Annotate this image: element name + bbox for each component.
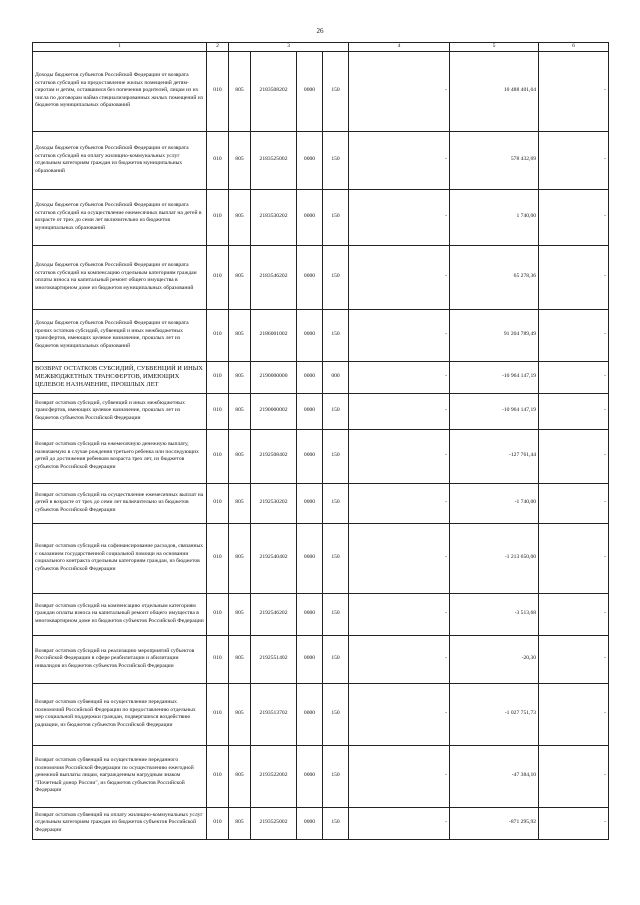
column-4-cell: - [349, 483, 450, 523]
header-cell: 2 [207, 43, 229, 52]
revenue-code-cell: 2183546202 [251, 245, 297, 309]
table-body [33, 51, 609, 839]
amount-cell: 10 488 401,64 [450, 51, 539, 131]
subcode-cell: 0000 [297, 309, 323, 361]
chapter-code-cell: 805 [229, 245, 251, 309]
amount-cell: 578 432,69 [450, 131, 539, 189]
admin-code-cell: 010 [207, 245, 229, 309]
column-4-cell: - [349, 361, 450, 393]
header-cell: 6 [539, 43, 609, 52]
column-6-cell: - [539, 189, 609, 245]
header-row [33, 43, 609, 52]
column-4-cell: - [349, 131, 450, 189]
amount-cell: -10 964 147,19 [450, 361, 539, 393]
revenue-code-cell: 2193513702 [251, 683, 297, 745]
kosgu-code-cell: 150 [323, 309, 349, 361]
amount-cell: 65 278,36 [450, 245, 539, 309]
kosgu-code-cell: 150 [323, 523, 349, 593]
subcode-cell: 0000 [297, 51, 323, 131]
admin-code-cell: 010 [207, 429, 229, 483]
chapter-code-cell: 805 [229, 51, 251, 131]
row-name-cell: Доходы бюджетов субъектов Российской Федерации от возврата остатков субсидий на предоставление жилых помещений детям-сиротам и детям, оставшимся без попечения родителей, лицам из их числа по договорам найма специализированных жилых помещений из бюджетов муниципальных образований [33, 51, 207, 131]
kosgu-code-cell: 150 [323, 131, 349, 189]
chapter-code-cell: 805 [229, 593, 251, 635]
column-4-cell: - [349, 683, 450, 745]
table-row [33, 635, 609, 683]
row-name-cell: Доходы бюджетов субъектов Российской Федерации от возврата прочих остатков субсидий, субвенций и иных межбюджетных трансфертов, имеющих целевое назначение, прошлых лет из бюджетов муниципальных образований [33, 309, 207, 361]
subcode-cell: 0000 [297, 745, 323, 807]
kosgu-code-cell: 150 [323, 593, 349, 635]
row-name-cell: ВОЗВРАТ ОСТАТКОВ СУБСИДИЙ, СУБВЕНЦИЙ И ИНЫХ МЕЖБЮДЖЕТНЫХ ТРАНСФЕРТОВ, ИМЕЮЩИХ ЦЕЛЕВОЕ НАЗНАЧЕНИЕ, ПРОШЛЫХ ЛЕТ [33, 361, 207, 393]
revenue-code-cell: 2183508202 [251, 51, 297, 131]
revenue-code-cell: 2192546202 [251, 593, 297, 635]
column-6-cell: - [539, 131, 609, 189]
column-6-cell: - [539, 745, 609, 807]
kosgu-code-cell: 150 [323, 635, 349, 683]
chapter-code-cell: 805 [229, 429, 251, 483]
revenue-code-cell: 2193522002 [251, 745, 297, 807]
kosgu-code-cell: 150 [323, 189, 349, 245]
column-6-cell: - [539, 635, 609, 683]
row-name-cell: Возврат остатков субвенций на осуществление переданных полномочий Российской Федерации по предоставлению отдельных мер социальной поддержки граждан, подвергшихся воздействию радиации, из бюджетов субъектов Российской Федерации [33, 683, 207, 745]
table-row [33, 361, 609, 393]
header-cell: 5 [450, 43, 539, 52]
table-row [33, 309, 609, 361]
amount-cell: -127 761,44 [450, 429, 539, 483]
revenue-code-cell: 2192551402 [251, 635, 297, 683]
header-cell: 4 [349, 43, 450, 52]
revenue-code-cell: 2186001002 [251, 309, 297, 361]
subcode-cell: 0000 [297, 131, 323, 189]
chapter-code-cell: 805 [229, 745, 251, 807]
chapter-code-cell: 805 [229, 683, 251, 745]
subcode-cell: 0000 [297, 635, 323, 683]
table-row [33, 189, 609, 245]
amount-cell: 1 740,00 [450, 189, 539, 245]
revenue-table [32, 42, 609, 840]
row-name-cell: Возврат остатков субсидий на осуществление ежемесячных выплат на детей в возрасте от трех до семи лет включительно из бюджетов субъектов Российской Федерации [33, 483, 207, 523]
subcode-cell: 0000 [297, 523, 323, 593]
row-name-cell: Возврат остатков субсидий на реализацию мероприятий субъектов Российской Федерации в сфере реабилитации и абилитации инвалидов из бюджетов субъектов Российской Федерации [33, 635, 207, 683]
amount-cell: -1 027 751,73 [450, 683, 539, 745]
kosgu-code-cell: 150 [323, 683, 349, 745]
table-row [33, 683, 609, 745]
column-6-cell: - [539, 807, 609, 839]
chapter-code-cell: 805 [229, 189, 251, 245]
column-4-cell: - [349, 51, 450, 131]
table-row [33, 593, 609, 635]
subcode-cell: 0000 [297, 683, 323, 745]
table-row [33, 483, 609, 523]
kosgu-code-cell: 150 [323, 245, 349, 309]
revenue-code-cell: 2183525002 [251, 131, 297, 189]
column-6-cell: - [539, 361, 609, 393]
revenue-code-cell: 2190000000 [251, 361, 297, 393]
admin-code-cell: 010 [207, 683, 229, 745]
kosgu-code-cell: 150 [323, 745, 349, 807]
column-6-cell: - [539, 393, 609, 429]
admin-code-cell: 010 [207, 593, 229, 635]
admin-code-cell: 010 [207, 523, 229, 593]
table-row [33, 429, 609, 483]
column-6-cell: - [539, 683, 609, 745]
revenue-code-cell: 2192540402 [251, 523, 297, 593]
table-row [33, 131, 609, 189]
chapter-code-cell: 805 [229, 807, 251, 839]
column-4-cell: - [349, 635, 450, 683]
admin-code-cell: 010 [207, 51, 229, 131]
column-4-cell: - [349, 429, 450, 483]
kosgu-code-cell: 150 [323, 429, 349, 483]
column-4-cell: - [349, 245, 450, 309]
subcode-cell: 0000 [297, 483, 323, 523]
row-name-cell: Возврат остатков субсидий, субвенций и иных межбюджетных трансфертов, имеющих целевое назначение, прошлых лет из бюджетов субъектов Российской Федерации [33, 393, 207, 429]
row-name-cell: Возврат остатков субсидий на компенсацию отдельным категориям граждан оплаты взноса на капитальный ремонт общего имущества в многоквартирном доме из бюджетов субъектов Российской Федерации [33, 593, 207, 635]
row-name-cell: Возврат остатков субвенций на осуществление переданного полномочия Российской Федерации по осуществлению ежегодной денежной выплаты лицам, награжденным нагрудным знаком "Почетный донор России", из бюджетов субъектов Российской Федерации [33, 745, 207, 807]
amount-cell: 91 204 789,49 [450, 309, 539, 361]
page-number: 26 [316, 27, 324, 35]
row-name-cell: Доходы бюджетов субъектов Российской Федерации от возврата остатков субсидий на компенсацию отдельным категориям граждан оплаты взноса на капитальный ремонт общего имущества в многоквартирном доме из бюджетов муниципальных образований [33, 245, 207, 309]
subcode-cell: 0000 [297, 189, 323, 245]
subcode-cell: 0000 [297, 593, 323, 635]
amount-cell: -3 513,68 [450, 593, 539, 635]
revenue-code-cell: 2193525002 [251, 807, 297, 839]
revenue-code-cell: 2190000002 [251, 393, 297, 429]
chapter-code-cell: 805 [229, 309, 251, 361]
column-6-cell: - [539, 429, 609, 483]
table-row [33, 745, 609, 807]
column-6-cell: - [539, 483, 609, 523]
kosgu-code-cell: 150 [323, 51, 349, 131]
subcode-cell: 0000 [297, 245, 323, 309]
column-6-cell: - [539, 245, 609, 309]
table-row [33, 393, 609, 429]
admin-code-cell: 010 [207, 309, 229, 361]
column-4-cell: - [349, 807, 450, 839]
row-name-cell: Возврат остатков субсидий на софинансирование расходов, связанных с оказанием государственной социальной помощи на основании социального контракта отдельным категориям граждан, из бюджетов субъектов Российской Федерации [33, 523, 207, 593]
row-name-cell: Доходы бюджетов субъектов Российской Федерации от возврата остатков субсидий на оплату жилищно-коммунальных услуг отдельным категориям граждан из бюджетов муниципальных образований [33, 131, 207, 189]
admin-code-cell: 010 [207, 361, 229, 393]
admin-code-cell: 010 [207, 807, 229, 839]
amount-cell: -10 964 147,19 [450, 393, 539, 429]
column-4-cell: - [349, 523, 450, 593]
table-row [33, 245, 609, 309]
table-row [33, 523, 609, 593]
chapter-code-cell: 805 [229, 361, 251, 393]
header-cell: 3 [229, 43, 349, 52]
kosgu-code-cell: 150 [323, 807, 349, 839]
amount-cell: -1 740,00 [450, 483, 539, 523]
admin-code-cell: 010 [207, 131, 229, 189]
kosgu-code-cell: 150 [323, 393, 349, 429]
column-6-cell: - [539, 593, 609, 635]
amount-cell: -20,30 [450, 635, 539, 683]
kosgu-code-cell: 150 [323, 483, 349, 523]
subcode-cell: 0000 [297, 361, 323, 393]
kosgu-code-cell: 000 [323, 361, 349, 393]
row-name-cell: Доходы бюджетов субъектов Российской Федерации от возврата остатков субсидий на осуществление ежемесячных выплат на детей в возрасте от трех до семи лет включительно из бюджетов муниципальных образований [33, 189, 207, 245]
column-4-cell: - [349, 309, 450, 361]
subcode-cell: 0000 [297, 807, 323, 839]
column-6-cell: - [539, 309, 609, 361]
amount-cell: -1 213 650,00 [450, 523, 539, 593]
chapter-code-cell: 805 [229, 393, 251, 429]
subcode-cell: 0000 [297, 393, 323, 429]
admin-code-cell: 010 [207, 483, 229, 523]
admin-code-cell: 010 [207, 635, 229, 683]
chapter-code-cell: 805 [229, 131, 251, 189]
row-name-cell: Возврат остатков субсидий на ежемесячную денежную выплату, назначаемую в случае рождения третьего ребенка или последующих детей до достижения ребенком возраста трех лет, из бюджетов субъектов Российской Федерации [33, 429, 207, 483]
column-4-cell: - [349, 393, 450, 429]
subcode-cell: 0000 [297, 429, 323, 483]
column-4-cell: - [349, 189, 450, 245]
chapter-code-cell: 805 [229, 635, 251, 683]
row-name-cell: Возврат остатков субвенций на оплату жилищно-коммунальных услуг отдельным категориям граждан из бюджетов субъектов Российской Федерации [33, 807, 207, 839]
revenue-code-cell: 2192508402 [251, 429, 297, 483]
amount-cell: -47 384,10 [450, 745, 539, 807]
admin-code-cell: 010 [207, 189, 229, 245]
chapter-code-cell: 805 [229, 523, 251, 593]
table-row [33, 51, 609, 131]
header-cell: 1 [33, 43, 207, 52]
column-6-cell: - [539, 523, 609, 593]
column-4-cell: - [349, 593, 450, 635]
revenue-code-cell: 2192530202 [251, 483, 297, 523]
column-6-cell: - [539, 51, 609, 131]
column-4-cell: - [349, 745, 450, 807]
admin-code-cell: 010 [207, 393, 229, 429]
table-row [33, 807, 609, 839]
amount-cell: -871 295,92 [450, 807, 539, 839]
revenue-code-cell: 2183530202 [251, 189, 297, 245]
chapter-code-cell: 805 [229, 483, 251, 523]
admin-code-cell: 010 [207, 745, 229, 807]
